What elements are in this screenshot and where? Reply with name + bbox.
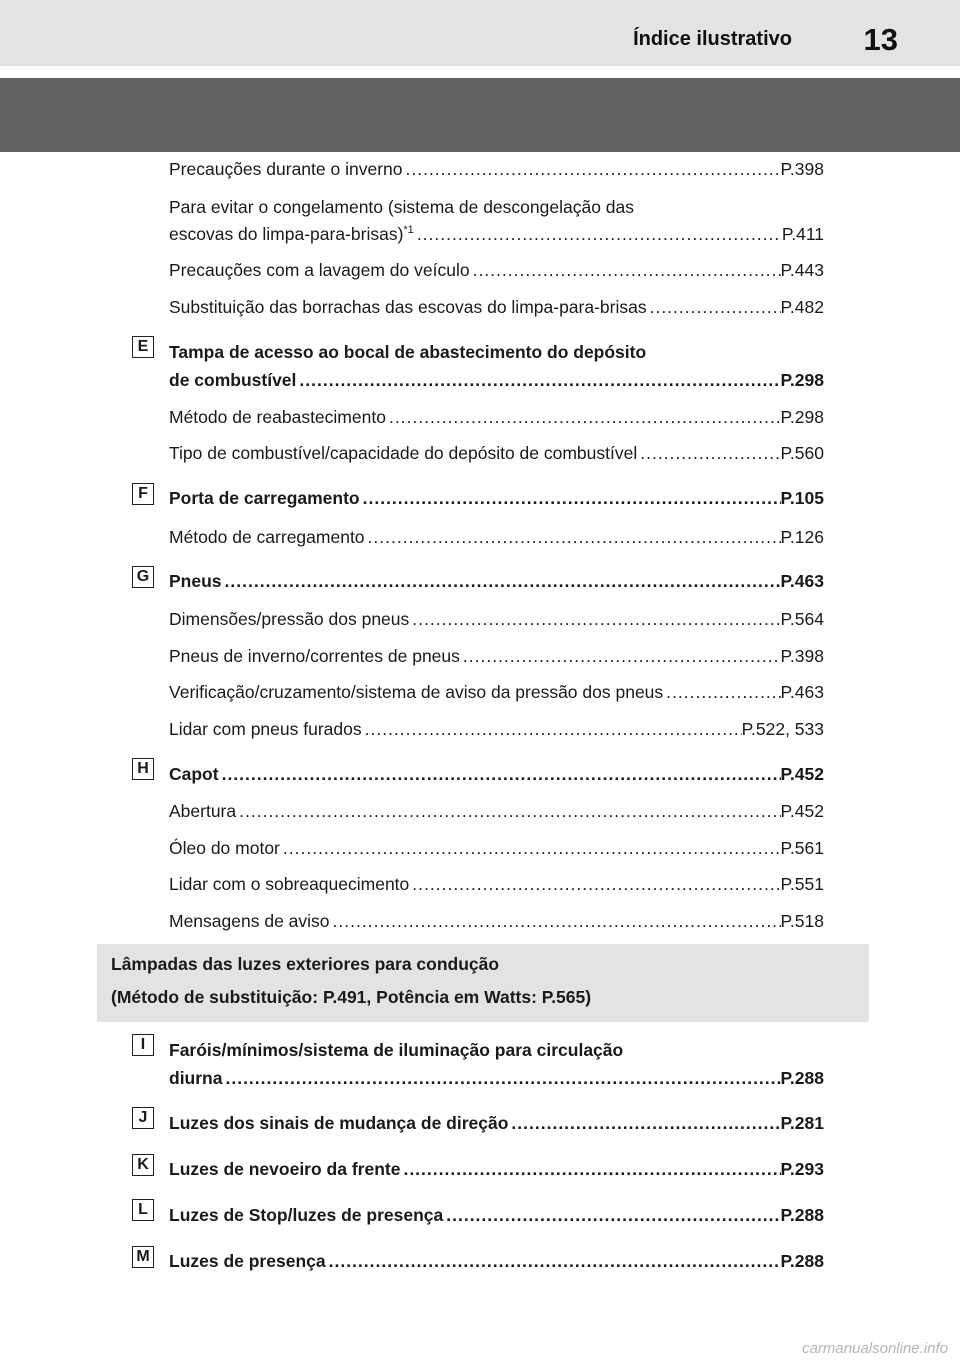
index-entry-line1: Para evitar o congelamento (sistema de descongelação das <box>169 197 634 217</box>
page-number: 13 <box>863 22 898 57</box>
section-title-line1: Tampa de acesso ao bocal de abastecimento do depósito <box>169 342 647 362</box>
index-entry: Lidar com pneus furados ..... P.522, 533 <box>169 718 824 740</box>
section-title: Luzes de Stop/luzes de presença ..... P.288 <box>169 1204 824 1226</box>
section-title: Porta de carregamento ..... P.105 <box>169 487 824 509</box>
section-letter-h: H <box>132 758 154 780</box>
index-entry: Tipo de combustível/capacidade do depósito de combustível ..... P.560 <box>169 442 824 464</box>
section-title: Luzes de presença ..... P.288 <box>169 1250 824 1272</box>
section-letter-l: L <box>132 1199 154 1221</box>
index-entry: Precauções com a lavagem do veículo ..... P.443 <box>169 259 824 281</box>
section-letter-i: I <box>132 1034 154 1056</box>
section-letter-j: J <box>132 1107 154 1129</box>
index-entry: Dimensões/pressão dos pneus ..... P.564 <box>169 608 824 630</box>
section-letter-g: G <box>132 566 154 588</box>
section-title: Luzes dos sinais de mudança de direção ..... P.281 <box>169 1112 824 1134</box>
index-entry: Verificação/cruzamento/sistema de aviso da pressão dos pneus ..... P.463 <box>169 681 824 703</box>
section-title-line1: Faróis/mínimos/sistema de iluminação para circulação <box>169 1040 624 1060</box>
section-title: Luzes de nevoeiro da frente ..... P.293 <box>169 1158 824 1180</box>
lamps-box-subtitle: (Método de substituição: P.491, Potência em Watts: P.565) <box>111 987 592 1007</box>
section-letter-k: K <box>132 1154 154 1176</box>
section-letter-e: E <box>132 336 154 358</box>
index-entry: Pneus de inverno/correntes de pneus ..... P.398 <box>169 645 824 667</box>
index-entry: Óleo do motor ..... P.561 <box>169 837 824 859</box>
index-entry: Precauções durante o inverno ..... P.398 <box>169 158 824 180</box>
lamps-info-box <box>97 944 869 1022</box>
index-entry: Método de reabastecimento ..... P.298 <box>169 406 824 428</box>
section-letter-f: F <box>132 483 154 505</box>
section-title: Pneus ..... P.463 <box>169 570 824 592</box>
index-entry: Mensagens de aviso ..... P.518 <box>169 910 824 932</box>
watermark: carmanualsonline.info <box>802 1340 948 1357</box>
section-letter-m: M <box>132 1246 154 1268</box>
index-entry: Lidar com o sobreaquecimento ..... P.551 <box>169 873 824 895</box>
section-title: Capot ..... P.452 <box>169 763 824 785</box>
section-title: diurna ..... P.288 <box>169 1067 824 1089</box>
index-entry: Método de carregamento ..... P.126 <box>169 526 824 548</box>
header-title: Índice ilustrativo <box>633 28 792 50</box>
section-title: de combustível ..... P.298 <box>169 369 824 391</box>
index-entry: Substituição das borrachas das escovas do limpa-para-brisas ..... P.482 <box>169 296 824 318</box>
lamps-box-title: Lâmpadas das luzes exteriores para condução <box>111 954 500 974</box>
index-entry: escovas do limpa-para-brisas)$^{*1}$ ..... P.411 <box>169 223 824 245</box>
index-entry: Abertura ..... P.452 <box>169 800 824 822</box>
